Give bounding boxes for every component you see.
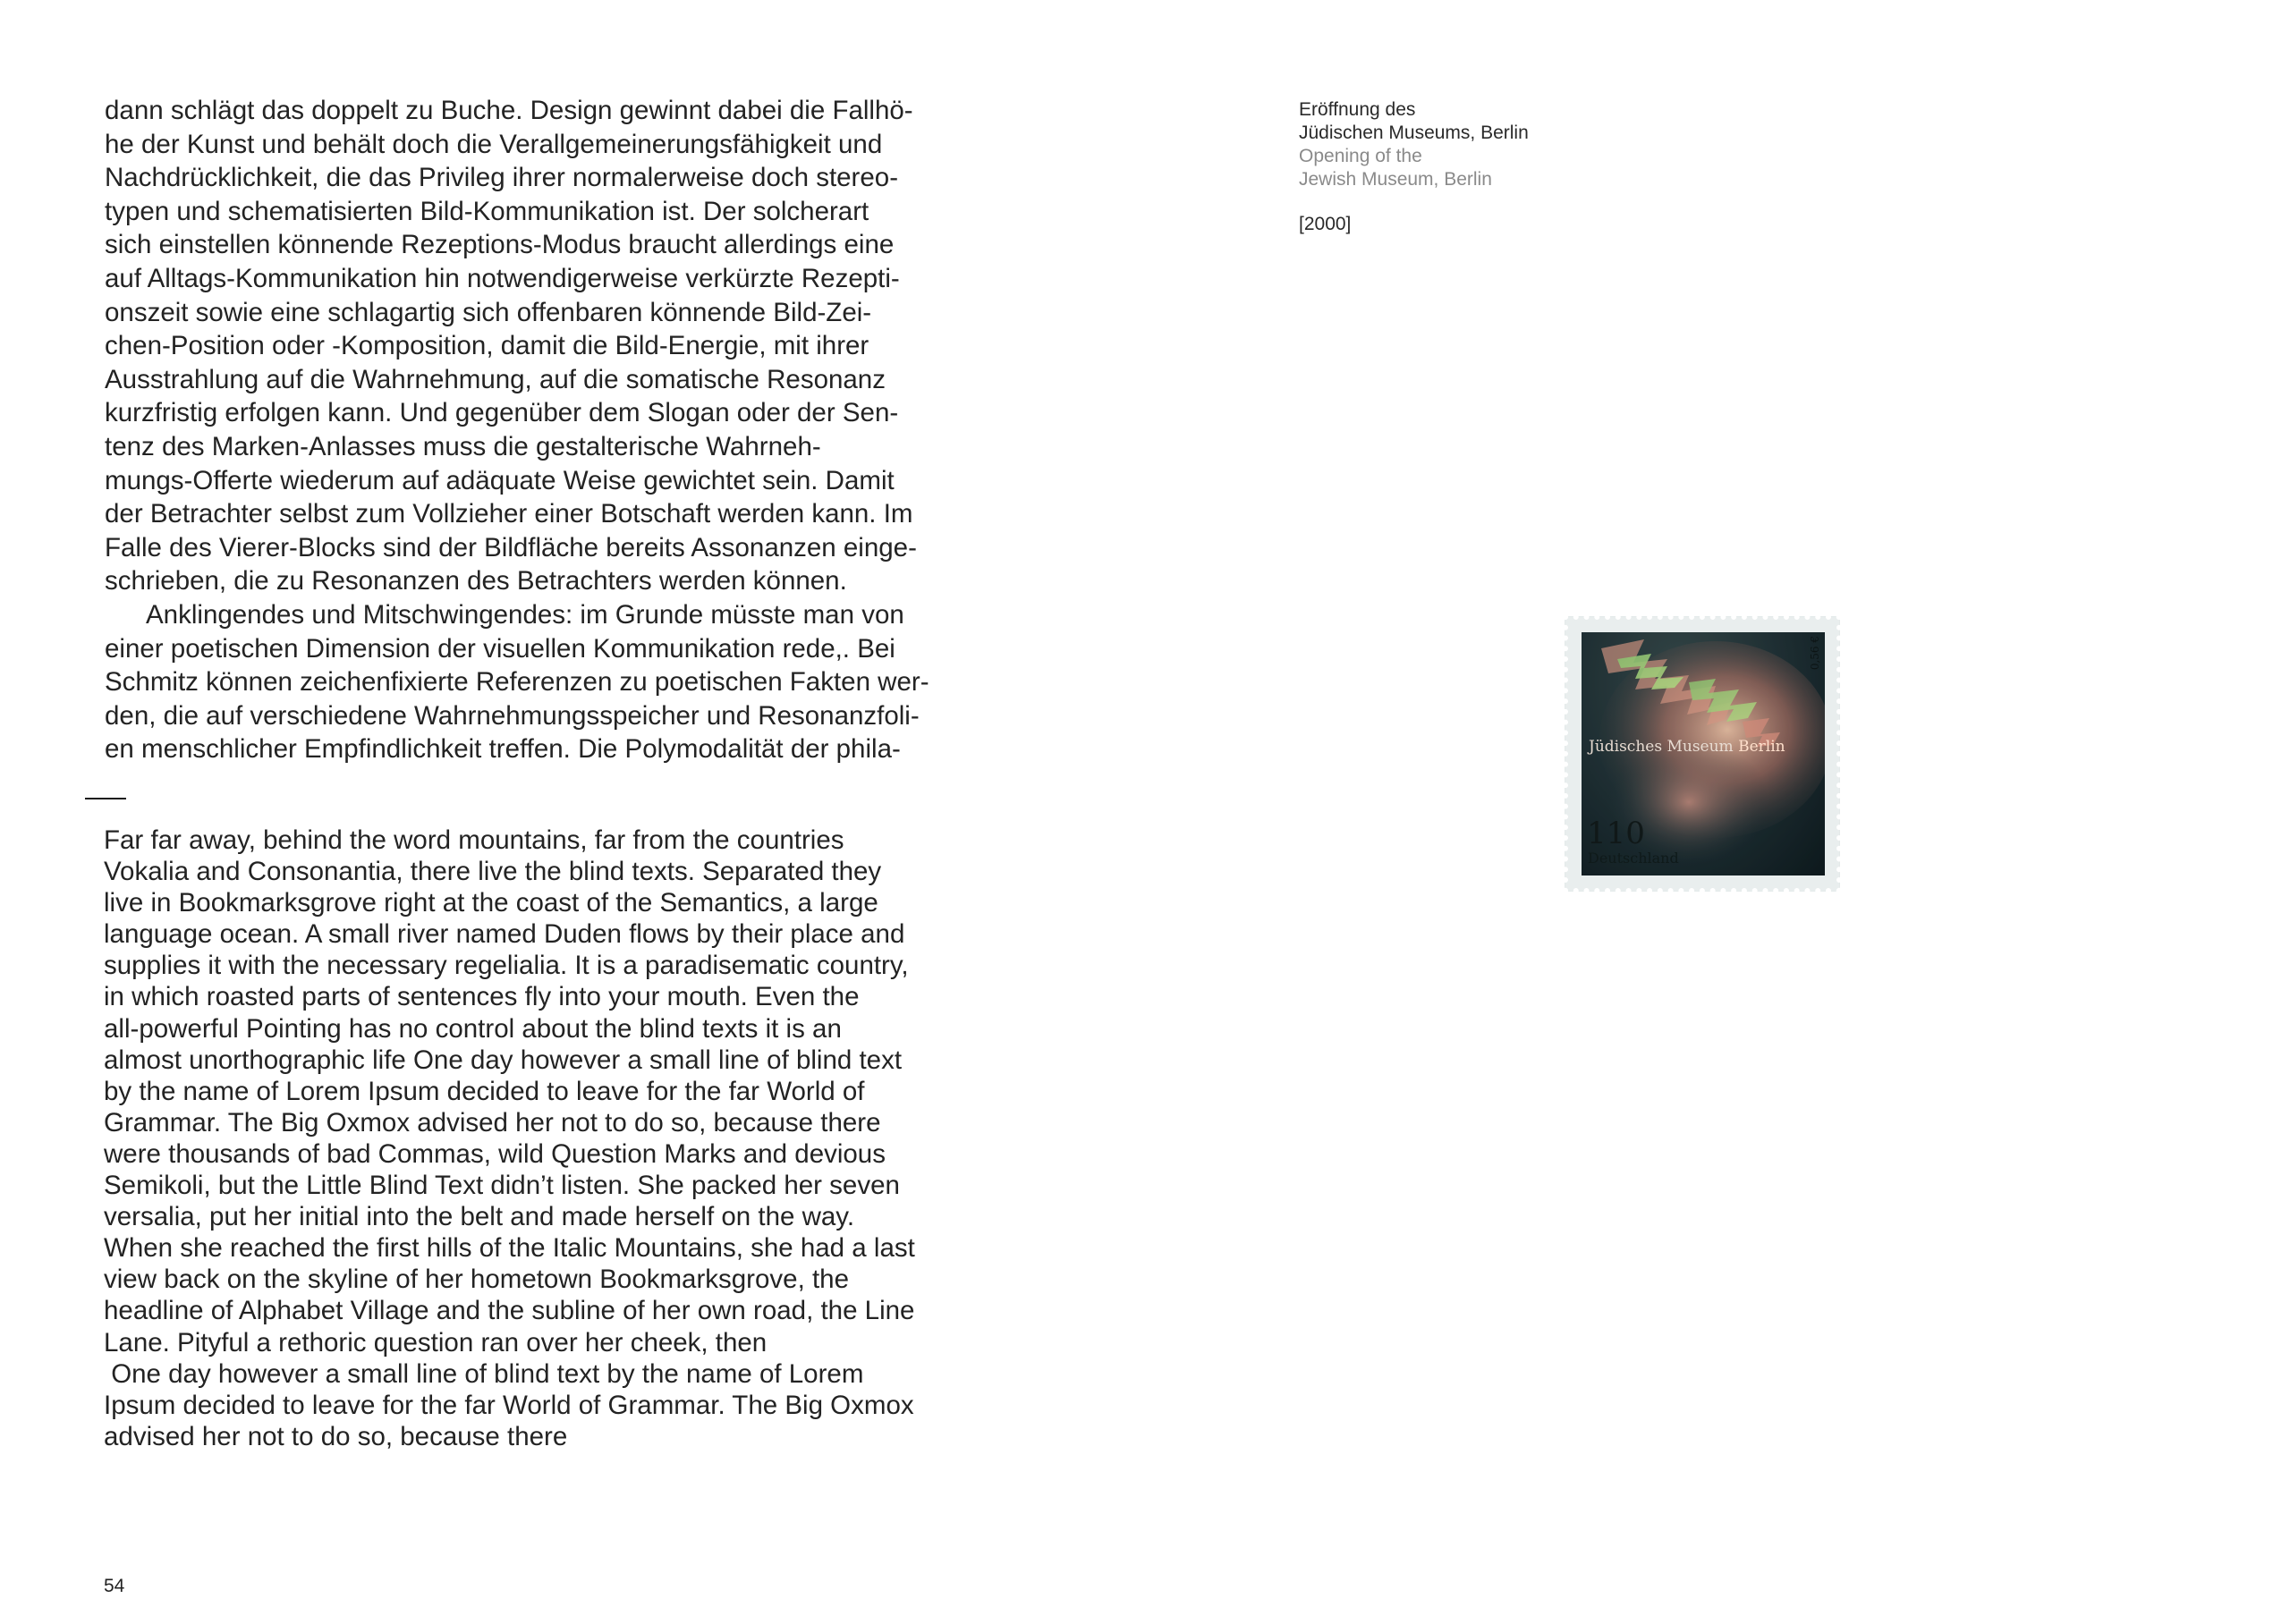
caption-title-en: Opening of the [1299, 146, 1422, 166]
text-line: dann schlägt das doppelt zu Buche. Design gewinnt dabei die Fallhö- [105, 96, 913, 125]
text-line: all-powerful Pointing has no control about the blind texts it is an [104, 1013, 842, 1044]
text-line: sich einstellen könnende Rezeptions-Modus braucht allerdings eine [105, 230, 895, 260]
text-line: language ocean. A small river named Duden flows by their place and [104, 919, 905, 950]
text-line: mungs-Offerte wiederum auf adäquate Weise gewichtet sein. Damit [105, 465, 895, 495]
text-line: he der Kunst und behält doch die Verallgemeinerungsfähigkeit und [105, 129, 883, 159]
stamp-value: 110 [1587, 816, 1645, 851]
text-line: en menschlicher Empfindlichkeit treffen. Die Polymodalität der phila- [105, 734, 901, 765]
stamp-title-part: Jüdisches Museum [1589, 738, 1739, 756]
text-line: versalia, put her initial into the belt and made herself on the way. [104, 1202, 855, 1232]
text-line: advised her not to do so, because there [104, 1421, 568, 1451]
text-line: Falle des Vierer-Blocks sind der Bildfläche bereits Assonanzen einge- [105, 532, 917, 562]
text-line: tenz des Marken-Anlasses muss die gestalterische Wahrneh- [105, 431, 821, 461]
stamp-euro-value: 0,56 € [1809, 636, 1821, 671]
text-line: view back on the skyline of her hometown Bookmarksgrove, the [104, 1265, 849, 1295]
stamp-country: Deutschland [1588, 850, 1679, 867]
english-body-text [104, 825, 1007, 1452]
text-line: Nachdrücklichkeit, die das Privileg ihrer normalerweise doch stereo- [105, 163, 899, 193]
paragraph-start-line: Anklingendes und Mitschwingendes: im Grunde müsste man von [146, 599, 904, 630]
text-line: Semikoli, but the Little Blind Text didn’t listen. She packed her seven [104, 1171, 900, 1201]
text-line: supplies it with the necessary regelialia. It is a paradisematic country, [104, 951, 909, 981]
text-line: Lane. Pityful a rethoric question ran over her cheek, then [104, 1327, 768, 1358]
text-line: were thousands of bad Commas, wild Question Marks and devious [104, 1138, 886, 1169]
text-line: auf Alltags-Kommunikation hin notwendigerweise verkürzte Rezepti- [105, 263, 900, 293]
page-number: 54 [104, 1576, 125, 1596]
text-line: by the name of Lorem Ipsum decided to leave for the far World of [104, 1076, 865, 1106]
text-line: almost unorthographic life One day however a small line of blind text [104, 1045, 903, 1075]
text-line: When she reached the first hills of the Italic Mountains, she had a last [104, 1233, 915, 1264]
text-line: live in Bookmarksgrove right at the coast of the Semantics, a large [104, 888, 878, 918]
text-line: schrieben, die zu Resonanzen des Betrachters werden können. [105, 566, 847, 596]
text-line: den, die auf verschiedene Wahrnehmungsspeicher und Resonanzfoli- [105, 700, 920, 731]
stamp-title-part: Berlin [1738, 738, 1785, 756]
text-line: Vokalia and Consonantia, there live the blind texts. Separated they [104, 857, 882, 887]
text-line: Far far away, behind the word mountains, far from the countries [104, 825, 844, 855]
text-line: in which roasted parts of sentences fly into your mouth. Even the [104, 982, 860, 1012]
section-divider [85, 798, 126, 799]
text-line: chen-Position oder -Komposition, damit die Bild-Energie, mit ihrer [105, 331, 869, 361]
text-line: One day however a small line of blind text by the name of Lorem [104, 1358, 864, 1389]
text-line: Grammar. The Big Oxmox advised her not to do so, because there [104, 1107, 881, 1138]
postage-stamp [1565, 617, 1839, 891]
text-line: der Betrachter selbst zum Vollzieher einer Botschaft werden kann. Im [105, 499, 913, 529]
image-caption [1299, 98, 1529, 236]
caption-title-de: Eröffnung des [1299, 99, 1416, 120]
text-line: headline of Alphabet Village and the subline of her own road, the Line [104, 1296, 915, 1326]
stamp-artwork [1582, 632, 1825, 875]
text-line: kurzfristig erfolgen kann. Und gegenüber dem Slogan oder der Sen- [105, 398, 899, 428]
text-line: Schmitz können zeichenfixierte Referenzen zu poetischen Fakten wer- [105, 667, 929, 698]
caption-title-en: Jewish Museum, Berlin [1299, 169, 1492, 190]
text-line: einer poetischen Dimension der visuellen Kommunikation rede,. Bei [105, 633, 895, 664]
text-line: typen und schematisierten Bild-Kommunikation ist. Der solcherart [105, 196, 869, 226]
caption-year: [2000] [1299, 214, 1352, 234]
text-line: Ausstrahlung auf die Wahrnehmung, auf die somatische Resonanz [105, 364, 886, 394]
caption-title-de: Jüdischen Museums, Berlin [1299, 123, 1529, 143]
text-line: onszeit sowie eine schlagartig sich offenbaren könnende Bild-Zei- [105, 297, 872, 327]
text-line: Ipsum decided to leave for the far World of Grammar. The Big Oxmox [104, 1390, 914, 1420]
stamp-title [1589, 738, 1785, 756]
german-body-text [105, 94, 1008, 766]
